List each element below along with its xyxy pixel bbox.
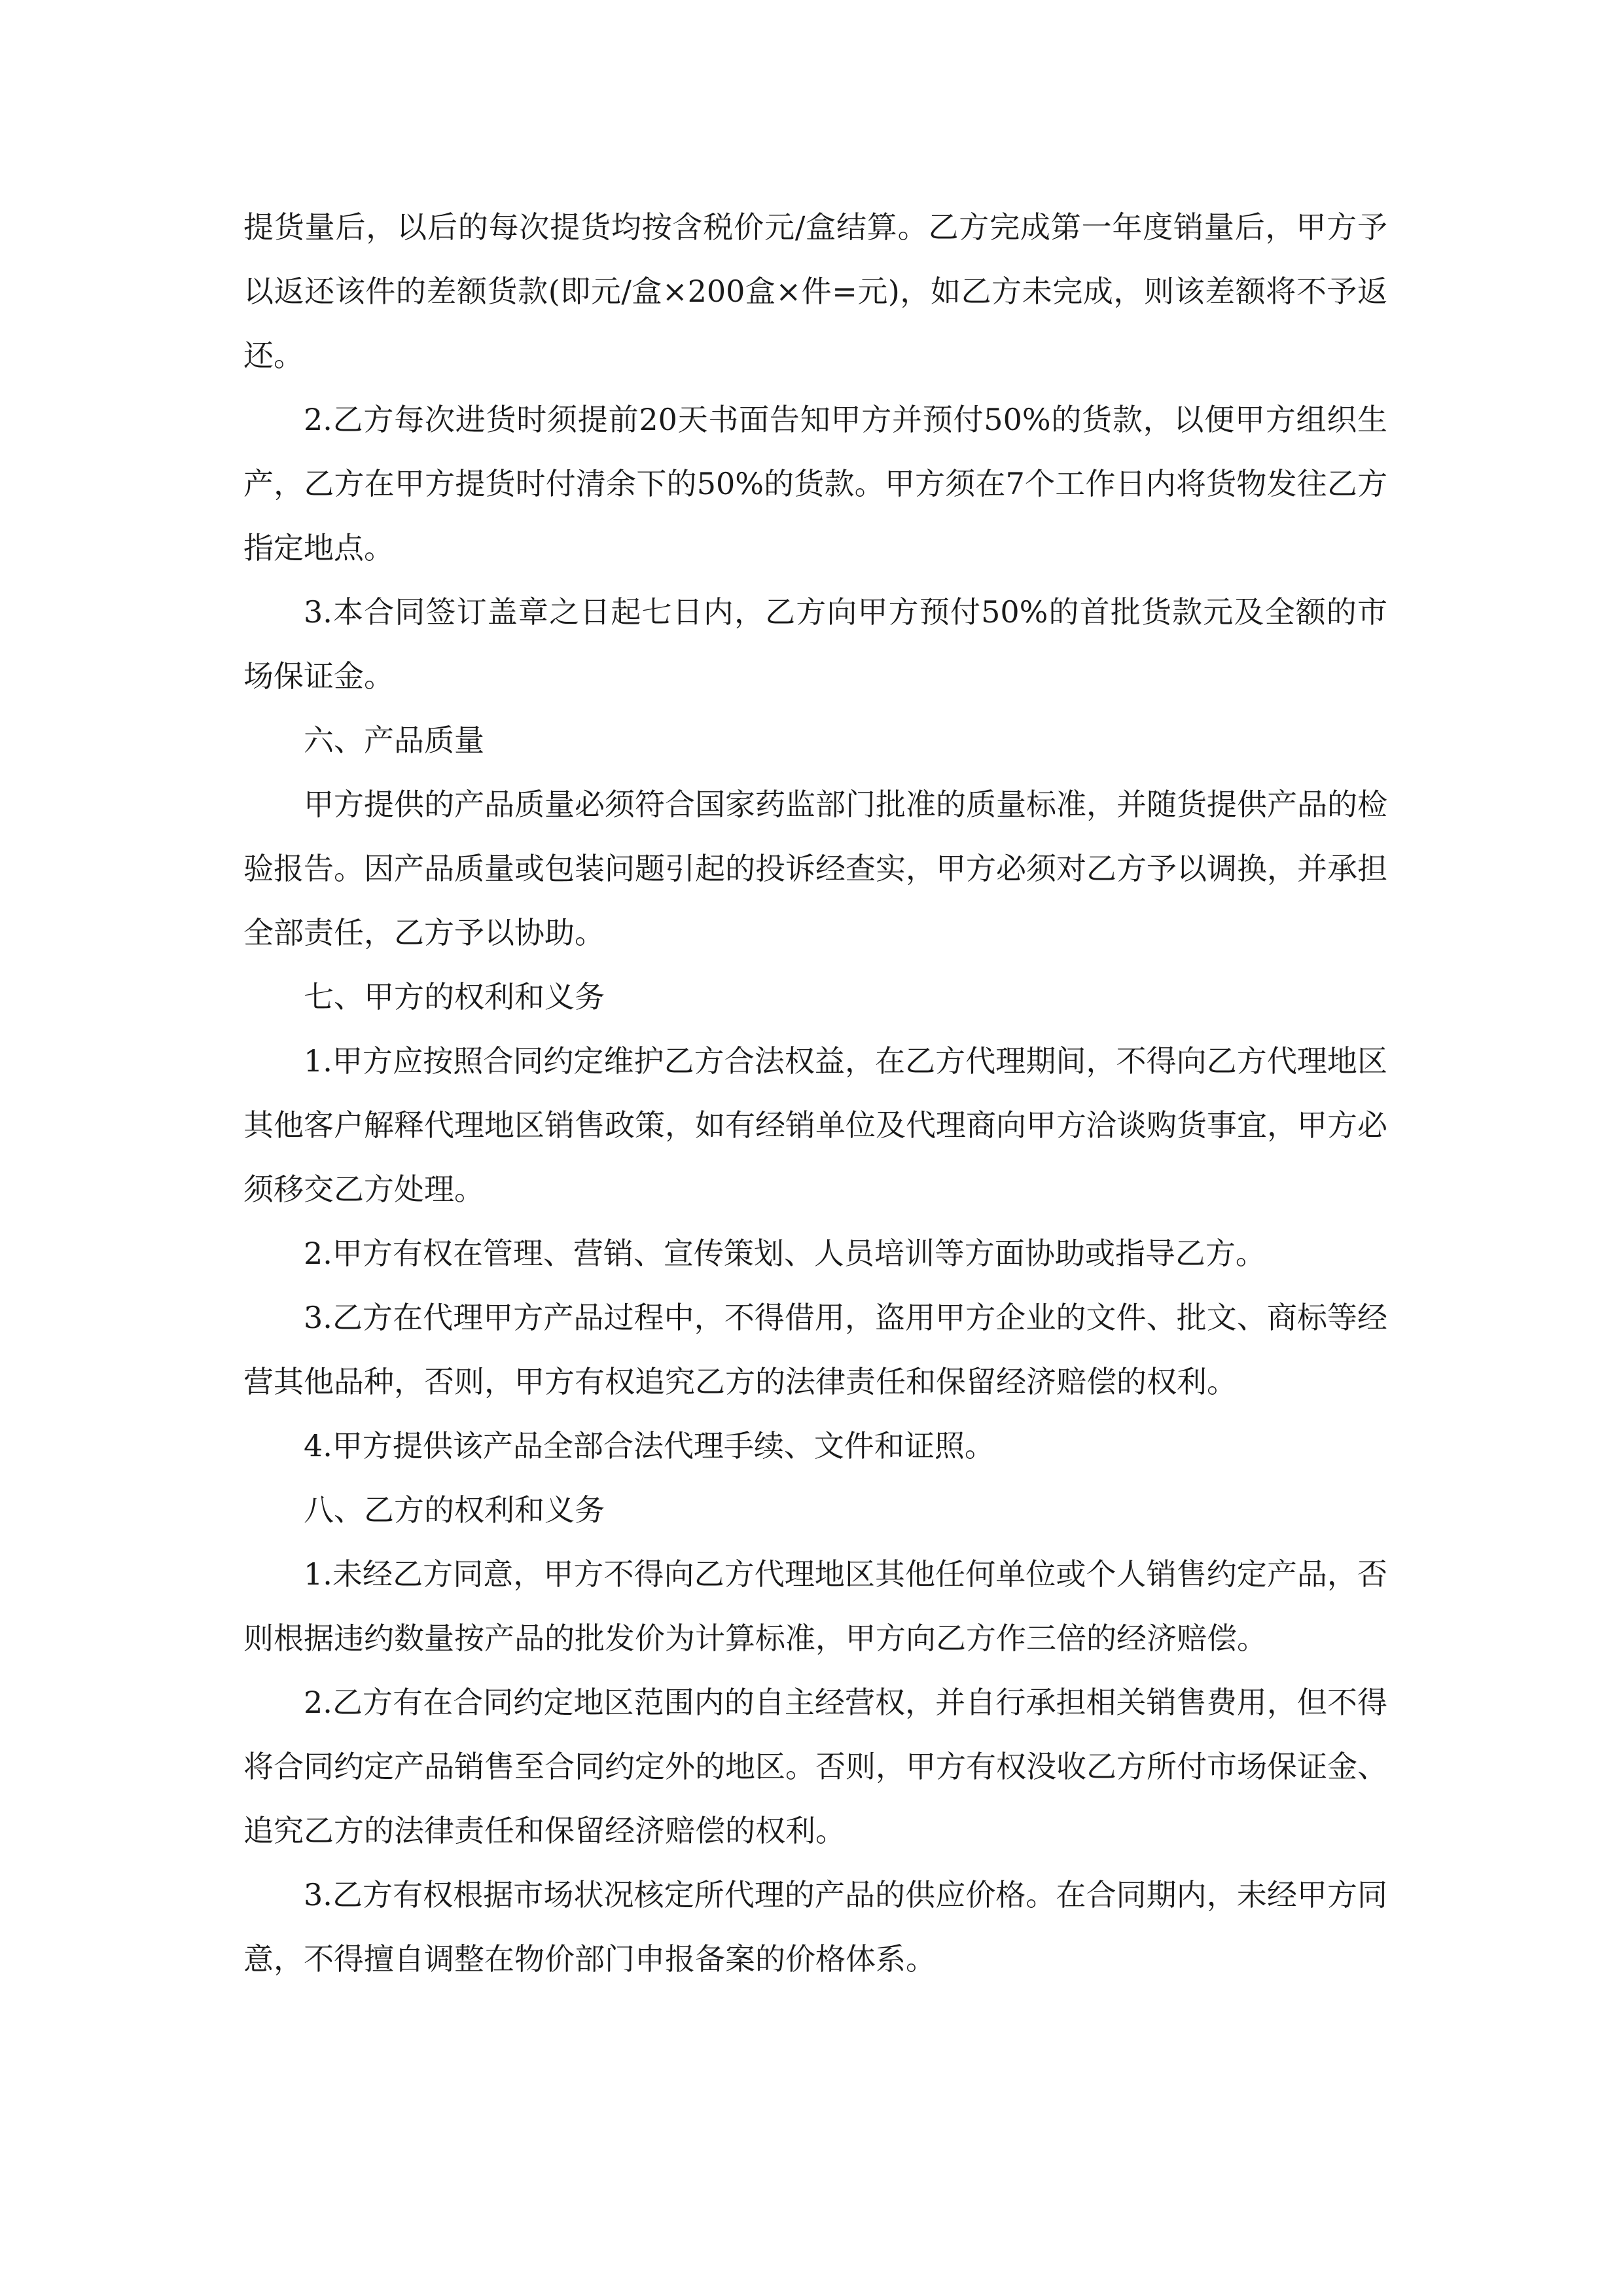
paragraph-clause-2: 2.乙方每次进货时须提前20天书面告知甲方并预付50%的货款，以便甲方组织生产，乙方在甲方提货时付清余下的50%的货款。甲方须在7个工作日内将货物发往乙方指定地点。	[243, 402, 1387, 565]
paragraph-party-a-clause-4: 4.甲方提供该产品全部合法代理手续、文件和证照。	[304, 1428, 995, 1463]
paragraph-continuation: 提货量后，以后的每次提货均按含税价元/盒结算。乙方完成第一年度销量后，甲方予以返还该件的差额货款(即元/盒×200盒×件=元)，如乙方未完成，则该差额将不予返还。	[243, 209, 1387, 373]
section-heading-party-b-rights: 八、乙方的权利和义务	[304, 1492, 605, 1528]
document-body	[243, 195, 1387, 1991]
paragraph-party-a-clause-1: 1.甲方应按照合同约定维护乙方合法权益，在乙方代理期间，不得向乙方代理地区其他客户解释代理地区销售政策，如有经销单位及代理商向甲方洽谈购货事宜，甲方必须移交乙方处理。	[243, 1043, 1387, 1207]
paragraph-clause-3: 3.本合同签订盖章之日起七日内，乙方向甲方预付50%的首批货款元及全额的市场保证金。	[243, 594, 1387, 694]
paragraph-party-b-clause-1: 1.未经乙方同意，甲方不得向乙方代理地区其他任何单位或个人销售约定产品，否则根据违约数量按产品的批发价为计算标准，甲方向乙方作三倍的经济赔偿。	[243, 1556, 1387, 1656]
paragraph-party-b-clause-3: 3.乙方有权根据市场状况核定所代理的产品的供应价格。在合同期内，未经甲方同意，不得擅自调整在物价部门申报备案的价格体系。	[243, 1877, 1387, 1977]
section-heading-party-a-rights: 七、甲方的权利和义务	[304, 979, 605, 1014]
paragraph-party-b-clause-2: 2.乙方有在合同约定地区范围内的自主经营权，并自行承担相关销售费用，但不得将合同约定产品销售至合同约定外的地区。否则，甲方有权没收乙方所付市场保证金、追究乙方的法律责任和保留经济赔偿的权利。	[243, 1685, 1387, 1848]
paragraph-product-quality: 甲方提供的产品质量必须符合国家药监部门批准的质量标准，并随货提供产品的检验报告。因产品质量或包装问题引起的投诉经查实，甲方必须对乙方予以调换，并承担全部责任，乙方予以协助。	[243, 787, 1387, 950]
section-heading-product-quality: 六、产品质量	[304, 723, 484, 758]
paragraph-party-a-clause-2: 2.甲方有权在管理、营销、宣传策划、人员培训等方面协助或指导乙方。	[304, 1236, 1266, 1271]
paragraph-party-a-clause-3: 3.乙方在代理甲方产品过程中，不得借用，盗用甲方企业的文件、批文、商标等经营其他品种，否则，甲方有权追究乙方的法律责任和保留经济赔偿的权利。	[243, 1300, 1387, 1399]
